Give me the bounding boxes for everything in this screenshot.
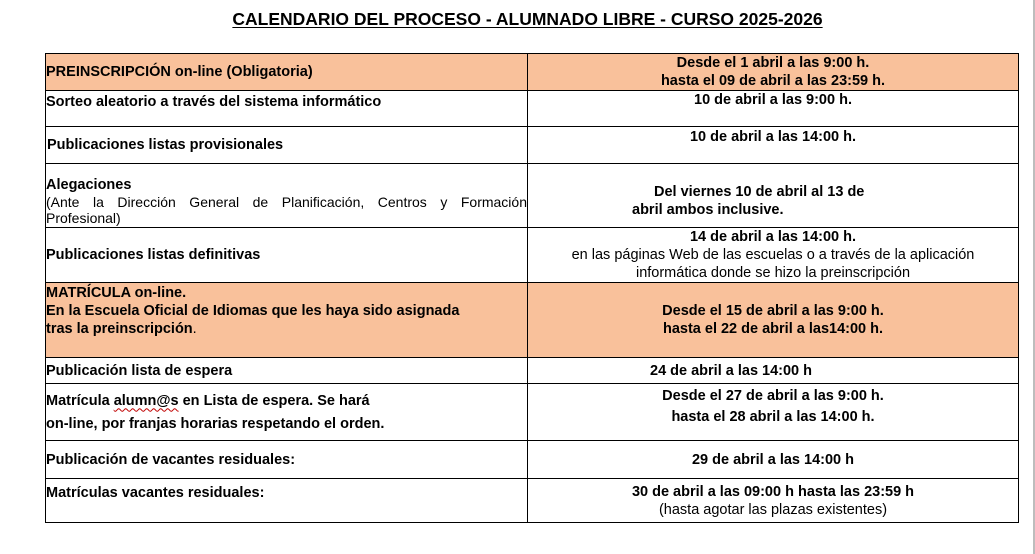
date-line: hasta el 09 de abril a las 23:59 h. [660, 73, 886, 89]
row-label-text: Alegaciones [46, 177, 132, 193]
table-row-alegaciones [46, 164, 1019, 228]
row-note: en las páginas Web de las escuelas o a través de la aplicación [571, 247, 975, 263]
table-row-lista-espera [46, 358, 1019, 384]
row-label [46, 127, 528, 164]
date-line: 30 de abril a las 09:00 h hasta las 23:59 h [631, 484, 915, 500]
table-row-vacantes-publicacion [46, 441, 1019, 479]
row-label-text: tras la preinscripción [46, 321, 193, 337]
row-label-text: Sorteo aleatorio a través del sistema informático [46, 94, 382, 110]
row-label-text: Matrícula [46, 392, 114, 409]
row-label [46, 228, 528, 283]
date-line: 14 de abril a las 14:00 h. [689, 229, 857, 245]
row-label-text: en Lista de espera. Se hará [178, 392, 370, 409]
row-label [46, 54, 528, 91]
date-line: abril ambos inclusive. [632, 201, 784, 218]
date-line: Desde el 15 de abril a las 9:00 h. [662, 303, 884, 319]
page-title: CALENDARIO DEL PROCESO - ALUMNADO LIBRE - CURSO 2025-2026 [232, 9, 823, 29]
row-label-suffix: . [192, 321, 197, 337]
row-label [46, 479, 528, 523]
date-line: Desde el 27 de abril a las 9:00 h. [662, 388, 884, 404]
date-line: hasta el 28 abril a las 14:00 h. [671, 409, 875, 425]
row-date [528, 164, 1019, 228]
row-date [528, 441, 1019, 479]
date-line: 29 de abril a las 14:00 h [691, 451, 854, 468]
row-label [46, 283, 528, 358]
table-row-matricula-espera [46, 384, 1019, 441]
calendar-table [45, 53, 1019, 523]
row-label-text: Publicaciones listas provisionales [47, 137, 284, 153]
table-row-matricula [46, 283, 1019, 358]
date-line: 10 de abril a las 9:00 h. [694, 92, 852, 108]
row-date [528, 479, 1019, 523]
row-label-text: Publicación lista de espera [46, 362, 233, 379]
row-label-text: Matrículas vacantes residuales: [46, 485, 265, 501]
row-date [528, 127, 1019, 164]
row-date [528, 228, 1019, 283]
date-line: Del viernes 10 de abril al 13 de [654, 183, 865, 200]
row-label [46, 441, 528, 479]
row-note: informática donde se hizo la preinscripción [635, 265, 911, 281]
row-date [528, 283, 1019, 358]
table-row-sorteo [46, 91, 1019, 127]
table-row-listas-definitivas [46, 228, 1019, 283]
row-date [528, 54, 1019, 91]
row-date [528, 91, 1019, 127]
row-label-text: Publicación de vacantes residuales: [46, 451, 296, 468]
table-row-listas-provisionales [46, 127, 1019, 164]
date-line: hasta el 22 de abril a las14:00 h. [662, 321, 884, 337]
row-note: (Ante la Dirección General de Planificación, Centros y Formación Profesional) [46, 194, 527, 226]
row-date [528, 358, 1019, 384]
row-label [46, 164, 528, 228]
date-line: Desde el 1 abril a las 9:00 h. [676, 55, 870, 71]
row-label-text: on-line, por franjas horarias respetando el orden. [46, 415, 385, 432]
row-date [528, 384, 1019, 441]
row-label [46, 384, 528, 441]
row-label [46, 358, 528, 384]
row-note: (hasta agotar las plazas existentes) [658, 502, 888, 518]
date-line: 24 de abril a las 14:00 h [650, 362, 813, 379]
row-label-text: Publicaciones listas definitivas [46, 247, 261, 263]
row-label-text: MATRÍCULA on-line. [46, 285, 187, 301]
table-row-vacantes-matriculas [46, 479, 1019, 523]
row-label-text: En la Escuela Oficial de Idiomas que les haya sido asignada [46, 303, 460, 319]
row-label-text: PREINSCRIPCIÓN on-line (Obligatoria) [46, 64, 313, 80]
row-label [46, 91, 528, 127]
table-row-preinscripcion [46, 54, 1019, 91]
date-line: 10 de abril a las 14:00 h. [689, 129, 857, 145]
spellcheck-underlined-word: alumn@s [113, 392, 179, 409]
